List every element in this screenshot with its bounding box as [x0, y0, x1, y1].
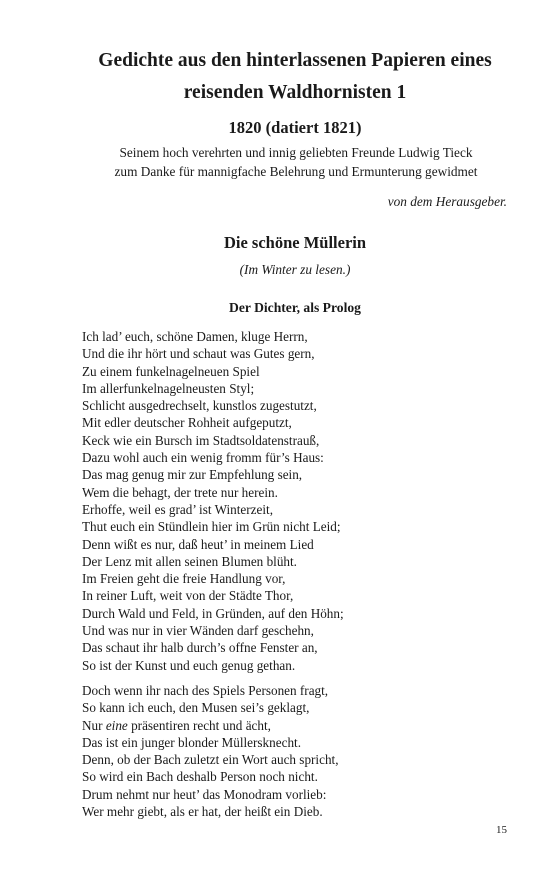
verse-line: Schlicht ausgedrechselt, kunstlos zugestutzt, [82, 398, 317, 414]
verse-line: So wird ein Bach deshalb Person noch nicht. [82, 769, 318, 785]
title-line-1: Gedichte aus den hinterlassenen Papieren eines [98, 50, 492, 71]
verse-line: Wer mehr giebt, als er hat, der heißt ein Dieb. [82, 804, 323, 820]
section-heading: Der Dichter, als Prolog [229, 300, 361, 315]
stanza-1 [82, 328, 522, 674]
verse-line: Das schaut ihr halb durch’s offne Fenster an, [82, 640, 318, 656]
dedication-line-2: zum Danke für mannigfache Belehrung und Ermunterung gewidmet [114, 164, 478, 179]
dedication-signature: von dem Herausgeber. [387, 194, 507, 209]
dedication [82, 143, 510, 181]
verse-line: Und die ihr hört und schaut was Gutes gern, [82, 346, 315, 362]
verse-line: Erhoffe, weil es grad’ ist Winterzeit, [82, 501, 273, 517]
verse-line: Und was nur in vier Wänden darf geschehn, [82, 623, 314, 639]
verse-line: Dazu wohl auch ein wenig fromm für’s Haus: [82, 450, 324, 466]
verse-line: Keck wie ein Bursch im Stadtsoldatenstrauß, [82, 432, 320, 448]
publication-year: 1820 (datiert 1821) [228, 118, 362, 137]
title-line-2: reisenden Waldhornisten 1 [183, 82, 407, 103]
page-number: 15 [496, 824, 507, 836]
verse-line [82, 717, 522, 734]
verse-line: Das ist ein junger blonder Müllersknecht. [82, 734, 302, 750]
verse-line: In reiner Luft, weit von der Städte Thor, [82, 588, 294, 604]
poem-title: Die schöne Müllerin [223, 233, 367, 252]
dedication-line-1: Seinem hoch verehrten und innig geliebten Freunde Ludwig Tieck [119, 145, 473, 160]
verse-line: Der Lenz mit allen seinen Blumen blüht. [82, 553, 297, 569]
verse-line: Denn, ob der Bach zuletzt ein Wort auch spricht, [82, 752, 339, 768]
verse-line: Mit edler deutscher Rohheit aufgeputzt, [82, 415, 292, 431]
verse-line: Im Freien geht die freie Handlung vor, [82, 571, 286, 587]
verse-line: So ist der Kunst und euch genug gethan. [82, 657, 296, 673]
verse-line: Durch Wald und Feld, in Gründen, auf den Höhn; [82, 605, 344, 621]
verse-line: Das mag genug mir zur Empfehlung sein, [82, 467, 303, 483]
verse-line: Im allerfunkelnagelneusten Styl; [82, 380, 255, 396]
collection-title [60, 45, 530, 109]
verse-fragment: präsentiren recht und ächt, [127, 717, 271, 733]
verse-line: Denn wißt es nur, daß heut’ in meinem Lied [82, 536, 314, 552]
poem-subtitle: (Im Winter zu lesen.) [239, 262, 351, 277]
verse-line: Wem die behagt, der trete nur herein. [82, 484, 278, 500]
verse-line: Zu einem funkelnagelneuen Spiel [82, 363, 260, 379]
verse-fragment: Nur [82, 717, 106, 733]
emphasized-word: eine [105, 717, 128, 733]
verse-line: So kann ich euch, den Musen sei’s geklagt, [82, 700, 310, 716]
verse-line: Doch wenn ihr nach des Spiels Personen fragt, [82, 683, 329, 698]
verse-line: Drum nehmt nur heut’ das Monodram vorlieb: [82, 786, 327, 802]
verse-line: Thut euch ein Stündlein hier im Grün nicht Leid; [82, 519, 341, 535]
verse-line: Ich lad’ euch, schöne Damen, kluge Herrn, [82, 329, 308, 344]
stanza-2 [82, 682, 522, 820]
